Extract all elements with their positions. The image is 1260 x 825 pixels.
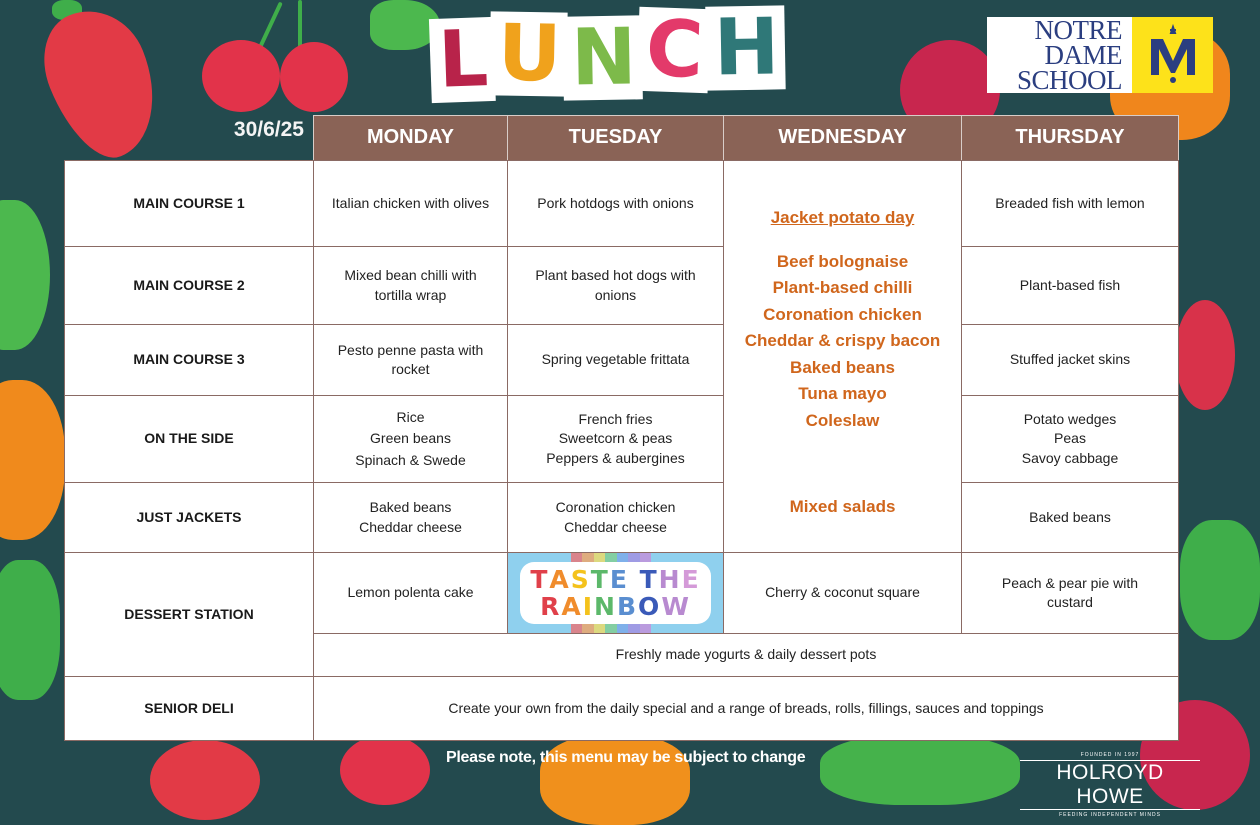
caterer-founded: FOUNDED IN 1997 xyxy=(1080,752,1140,758)
menu-cell xyxy=(313,482,508,553)
menu-item: Peppers & aubergines xyxy=(546,449,685,466)
menu-item: Cheddar cheese xyxy=(564,518,667,535)
lunch-title xyxy=(430,2,781,106)
menu-item: Coronation chicken xyxy=(763,304,922,324)
menu-item: Baked beans xyxy=(790,357,895,377)
menu-cell xyxy=(313,552,508,634)
menu-item: Breaded fish with lemon xyxy=(995,194,1145,211)
menu-cell xyxy=(313,160,508,247)
menu-item: Lemon polenta cake xyxy=(347,584,474,601)
menu-item: Mixed salads xyxy=(789,497,896,516)
menu-item: Savoy cabbage xyxy=(1021,449,1119,466)
day-header-wednesday: WEDNESDAY xyxy=(723,115,962,161)
menu-item: Cherry & coconut square xyxy=(765,584,920,601)
leaf-decoration xyxy=(820,735,1020,805)
school-name-line: SCHOOL xyxy=(1016,65,1122,95)
menu-item: Sweetcorn & peas xyxy=(558,430,673,447)
menu-item: rocket xyxy=(391,361,430,377)
pepper-decoration xyxy=(0,380,65,540)
menu-item: Peach & pear pie with xyxy=(1001,574,1139,591)
taste-the-rainbow-banner xyxy=(507,552,724,634)
school-name-line: NOTRE xyxy=(1034,15,1122,45)
day-header-thursday: THURSDAY xyxy=(961,115,1179,161)
school-name xyxy=(987,17,1132,93)
monogram-crest-icon xyxy=(1132,17,1213,93)
menu-cell xyxy=(313,395,508,483)
row-label-on-the-side: ON THE SIDE xyxy=(64,395,314,483)
menu-item: Spring vegetable frittata xyxy=(541,351,690,368)
row-label-main-course-3: MAIN COURSE 3 xyxy=(64,324,314,396)
rainbow-text: TASTE THE RAINBOW xyxy=(520,562,710,624)
menu-cell xyxy=(961,246,1179,325)
cherry-stem-decoration xyxy=(298,0,302,48)
menu-cell xyxy=(723,552,962,634)
caterer-name: HOLROYD HOWE xyxy=(1020,760,1200,810)
holroyd-howe-logo xyxy=(1020,752,1200,818)
cherry-stem-decoration xyxy=(257,2,283,51)
menu-item: Stuffed jacket skins xyxy=(1009,351,1131,368)
row-label-just-jackets: JUST JACKETS xyxy=(64,482,314,553)
menu-item: Baked beans xyxy=(369,499,452,515)
title-letter: L xyxy=(429,17,496,103)
menu-cell xyxy=(507,395,724,483)
menu-item: Plant-based chilli xyxy=(772,278,913,297)
title-letter: C xyxy=(637,7,711,93)
leaf-decoration xyxy=(0,560,60,700)
menu-item: Cheddar cheese xyxy=(359,518,462,535)
menu-cell xyxy=(961,395,1179,483)
row-label-main-course-2: MAIN COURSE 2 xyxy=(64,246,314,325)
menu-item: Cheddar & crispy bacon xyxy=(744,331,941,350)
menu-item: Plant based hot dogs with xyxy=(535,267,696,283)
radish-decoration xyxy=(1175,300,1235,410)
menu-cell xyxy=(961,482,1179,553)
menu-item: Create your own from the daily special and a range of breads, rolls, fillings, sauces and toppings xyxy=(448,699,1044,716)
menu-cell xyxy=(507,482,724,553)
menu-item: Baked beans xyxy=(1029,508,1111,525)
menu-item: Rice xyxy=(396,408,425,425)
menu-item: onions xyxy=(594,286,637,303)
week-date: 30/6/25 xyxy=(233,118,304,141)
menu-item: tortilla wrap xyxy=(374,286,447,303)
menu-item: Beef bolognaise xyxy=(776,251,909,271)
menu-item: Green beans xyxy=(370,430,451,447)
title-letter: H xyxy=(705,5,786,90)
dessert-all-days-cell xyxy=(313,633,1179,677)
day-header-tuesday: TUESDAY xyxy=(507,115,724,161)
cherry-decoration xyxy=(280,42,348,112)
menu-cell xyxy=(507,324,724,396)
menu-item: Mixed bean chilli with xyxy=(344,267,477,283)
title-letter: U xyxy=(489,11,568,96)
menu-item: Tuna mayo xyxy=(798,384,887,403)
menu-item: Pork hotdogs with onions xyxy=(537,194,694,211)
menu-item: Spinach & Swede xyxy=(355,451,466,468)
caterer-tagline: FEEDING INDEPENDENT MINDS xyxy=(1059,812,1161,818)
menu-cell xyxy=(961,552,1179,634)
senior-deli-cell xyxy=(313,676,1179,741)
strawberry-decoration xyxy=(340,735,430,805)
school-logo xyxy=(987,17,1213,93)
row-label-senior-deli: SENIOR DELI xyxy=(64,676,314,741)
day-header-monday: MONDAY xyxy=(313,115,508,161)
menu-item: Freshly made yogurts & daily dessert pots xyxy=(615,646,877,663)
menu-cell xyxy=(961,160,1179,247)
menu-item: Coleslaw xyxy=(805,410,880,430)
row-label-main-course-1: MAIN COURSE 1 xyxy=(64,160,314,247)
menu-item: Italian chicken with olives xyxy=(331,194,490,211)
menu-cell xyxy=(313,246,508,325)
wednesday-jacket-potato-cell xyxy=(723,160,962,553)
menu-table xyxy=(64,115,1179,741)
leaf-decoration xyxy=(0,200,50,350)
menu-item: French fries xyxy=(578,410,653,427)
menu-item: custard xyxy=(1047,594,1093,610)
leaf-decoration xyxy=(1180,520,1260,640)
menu-cell xyxy=(507,246,724,325)
footer-note: Please note, this menu may be subject to change xyxy=(446,749,806,766)
menu-item: Coronation chicken xyxy=(555,499,676,515)
menu-item: Potato wedges xyxy=(1023,410,1117,427)
jacket-potato-day-heading: Jacket potato day xyxy=(770,208,915,227)
menu-cell xyxy=(507,160,724,247)
cherry-decoration xyxy=(202,40,280,112)
title-letter: N xyxy=(562,15,643,100)
menu-item: Peas xyxy=(1054,430,1086,447)
menu-item: Plant-based fish xyxy=(1019,276,1121,293)
menu-item: Pesto penne pasta with xyxy=(337,341,484,358)
strawberry-decoration xyxy=(150,740,260,820)
menu-cell xyxy=(961,324,1179,396)
row-label-dessert-station: DESSERT STATION xyxy=(64,552,314,677)
menu-cell xyxy=(313,324,508,396)
school-name-line: DAME xyxy=(1044,40,1122,70)
